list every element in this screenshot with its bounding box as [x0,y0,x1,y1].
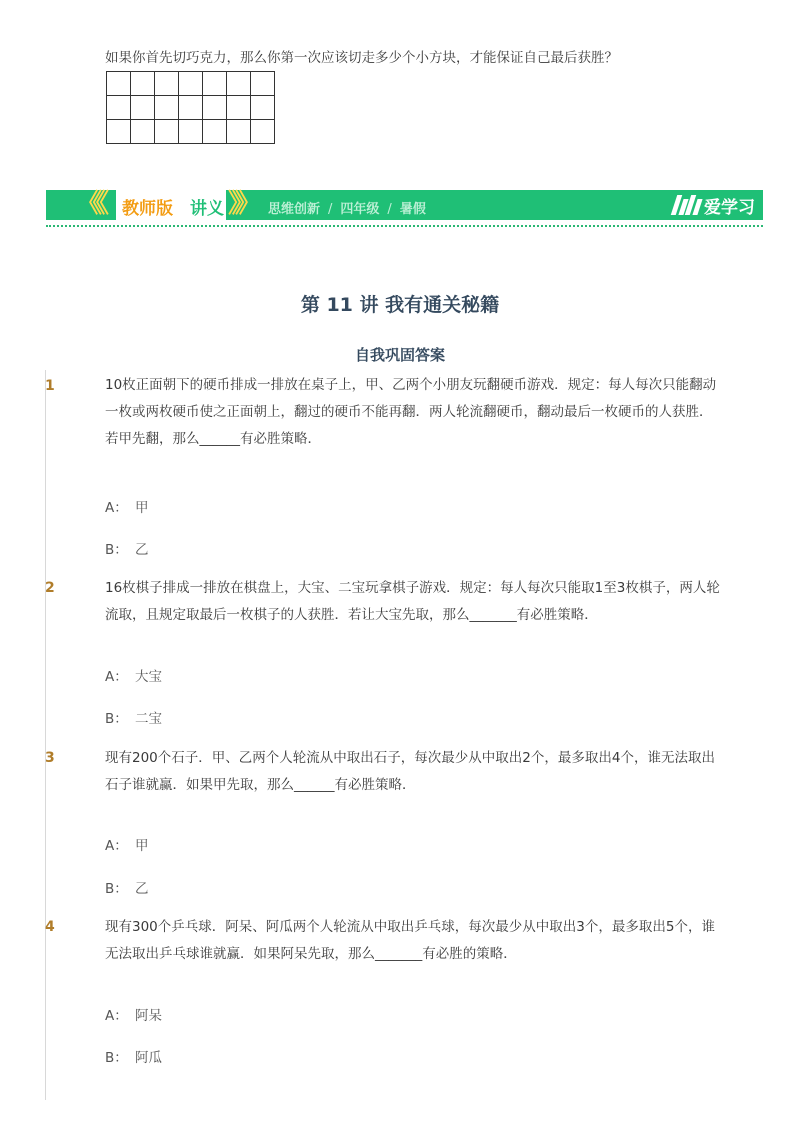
option-letter: A： [105,500,128,516]
question-text: 10枚正面朝下的硬币排成一排放在桌子上，甲、乙两个小朋友玩翻硬币游戏．规定：每人每次只能翻动一枚或两枚硬币使之正面朝上，翻过的硬币不能再翻．两人轮流翻硬币，翻动最后一枚硬币的人获胜．若甲先翻，那么______有必胜策略． [105,377,717,447]
grid-cell [251,96,275,120]
question-number: 1 [45,378,55,394]
option-text: 乙 [135,881,149,897]
option-text: 乙 [135,542,149,558]
brand-logo [674,192,755,218]
grid-cell [155,96,179,120]
dotted-divider [46,225,763,227]
option-text: 甲 [135,838,149,854]
lecture-title: 第 11 讲 我有通关秘籍 [300,294,500,316]
breadcrumb [268,198,426,217]
option-letter: A： [105,669,128,685]
grid-cell [179,72,203,96]
grid-cell [227,120,251,144]
grid-cell [227,72,251,96]
option-letter: B： [105,881,128,897]
question-text: 现有200个石子．甲、乙两个人轮流从中取出石子，每次最少从中取出2个，最多取出4个，谁无法取出石子谁就赢．如果甲先取，那么______有必胜策略． [105,750,715,793]
option-b [105,538,149,558]
section-title: 自我巩固答案 [354,346,445,364]
chocolate-grid [106,71,275,144]
grid-cell [203,96,227,120]
option-a [105,496,149,516]
grid-cell [107,120,131,144]
option-a [105,1004,162,1024]
question-text: 现有300个乒乓球．阿呆、阿瓜两个人轮流从中取出乒乓球，每次最少从中取出3个，最多取出5个，谁无法取出乒乓球谁就赢．如果阿呆先取，那么_______有必胜的策略． [105,919,715,962]
grid-cell [155,120,179,144]
question-text: 16枚棋子排成一排放在棋盘上，大宝、二宝玩拿棋子游戏．规定：每人每次只能取1至3枚棋子，两人轮流取，且规定取最后一枚棋子的人获胜．若让大宝先取，那么_______有必胜策略． [105,580,720,623]
option-b [105,707,162,727]
option-a [105,665,162,685]
banner-title-handout: 讲义 [190,199,224,219]
option-text: 阿瓜 [135,1050,162,1066]
handout-banner [46,190,763,220]
option-letter: A： [105,1008,128,1024]
option-b [105,877,149,897]
grid-cell [131,72,155,96]
previous-question-text: 如果你首先切巧克力，那么你第一次应该切走多少个小方块，才能保证自己最后获胜？ [105,50,618,66]
question-number: 2 [45,580,55,596]
grid-cell [179,96,203,120]
left-margin-rule [45,370,46,1100]
chevrons-left-icon: 《《 [76,189,104,219]
brand-mark-icon [674,195,700,215]
option-letter: B： [105,1050,128,1066]
grid-cell [251,72,275,96]
breadcrumb-item: 暑假 [399,202,426,217]
grid-cell [107,72,131,96]
chevrons-right-icon: 》》 [228,189,256,219]
banner-title-teacher: 教师版 [122,199,173,219]
option-b [105,1046,162,1066]
breadcrumb-separator: / [328,202,333,217]
question-number: 3 [45,750,55,766]
breadcrumb-separator: / [387,202,392,217]
option-letter: B： [105,542,128,558]
option-text: 阿呆 [135,1008,162,1024]
grid-cell [131,120,155,144]
grid-cell [251,120,275,144]
grid-cell [203,120,227,144]
question-number: 4 [45,919,55,935]
grid-cell [107,96,131,120]
option-text: 二宝 [135,711,162,727]
option-letter: A： [105,838,128,854]
grid-cell [179,120,203,144]
option-text: 甲 [135,500,149,516]
grid-cell [227,96,251,120]
grid-cell [155,72,179,96]
grid-cell [131,96,155,120]
option-a [105,834,149,854]
grid-cell [203,72,227,96]
brand-name: 爱学习 [704,197,755,218]
option-letter: B： [105,711,128,727]
breadcrumb-item: 四年级 [340,202,380,217]
option-text: 大宝 [135,669,162,685]
breadcrumb-item: 思维创新 [268,202,321,217]
